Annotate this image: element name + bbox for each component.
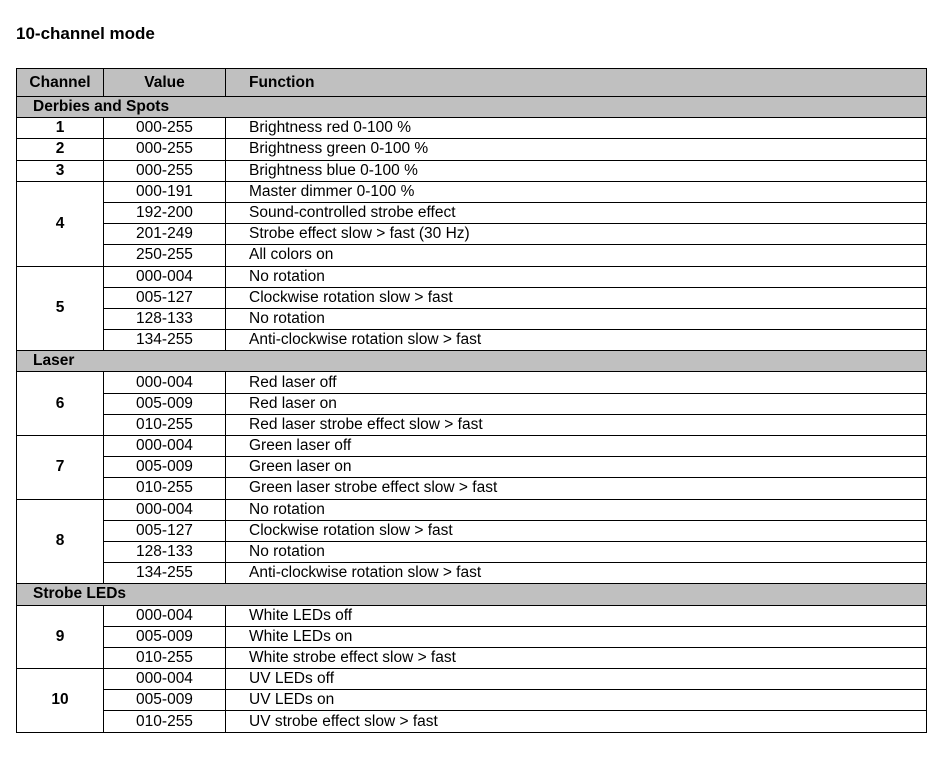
function-description: Green laser off [226,436,927,457]
table-row [17,605,927,626]
value-range: 000-191 [104,181,226,202]
value-range: 005-127 [104,520,226,541]
function-description: Red laser strobe effect slow > fast [226,414,927,435]
table-row [17,711,927,732]
function-description: Strobe effect slow > fast (30 Hz) [226,224,927,245]
value-range: 010-255 [104,478,226,499]
value-range: 134-255 [104,330,226,351]
table-row [17,202,927,223]
table-row [17,669,927,690]
table-row [17,478,927,499]
channel-number: 6 [17,372,104,436]
function-description: Anti-clockwise rotation slow > fast [226,563,927,584]
value-range: 005-009 [104,626,226,647]
table-row [17,436,927,457]
value-range: 010-255 [104,711,226,732]
table-row [17,647,927,668]
section-title: Laser [17,351,927,372]
table-header-row [17,69,927,97]
table-row [17,160,927,181]
table-row [17,330,927,351]
section-title: Derbies and Spots [17,97,927,118]
table-row [17,541,927,562]
column-header-function: Function [226,69,927,97]
value-range: 250-255 [104,245,226,266]
function-description: Green laser strobe effect slow > fast [226,478,927,499]
table-row [17,139,927,160]
function-description: Master dimmer 0-100 % [226,181,927,202]
value-range: 005-009 [104,393,226,414]
channel-number: 10 [17,669,104,733]
channel-number: 4 [17,181,104,266]
function-description: Clockwise rotation slow > fast [226,287,927,308]
table-row [17,308,927,329]
function-description: No rotation [226,266,927,287]
table-row [17,287,927,308]
value-range: 005-009 [104,690,226,711]
function-description: UV LEDs off [226,669,927,690]
channel-number: 1 [17,118,104,139]
column-header-value: Value [104,69,226,97]
channel-number: 5 [17,266,104,351]
section-row [17,97,927,118]
value-range: 000-004 [104,499,226,520]
value-range: 005-009 [104,457,226,478]
table-row [17,266,927,287]
function-description: All colors on [226,245,927,266]
function-description: Anti-clockwise rotation slow > fast [226,330,927,351]
function-description: Red laser off [226,372,927,393]
value-range: 005-127 [104,287,226,308]
value-range: 010-255 [104,414,226,435]
function-description: White LEDs off [226,605,927,626]
table-row [17,563,927,584]
channel-number: 3 [17,160,104,181]
table-row [17,520,927,541]
table-row [17,181,927,202]
table-row [17,372,927,393]
value-range: 000-004 [104,669,226,690]
table-row [17,393,927,414]
table-row [17,690,927,711]
section-title: Strobe LEDs [17,584,927,605]
table-row [17,499,927,520]
table-row [17,224,927,245]
column-header-channel: Channel [17,69,104,97]
table-row [17,414,927,435]
channel-number: 2 [17,139,104,160]
function-description: Red laser on [226,393,927,414]
function-description: Brightness blue 0-100 % [226,160,927,181]
function-description: Brightness green 0-100 % [226,139,927,160]
value-range: 000-255 [104,118,226,139]
value-range: 000-255 [104,139,226,160]
function-description: White LEDs on [226,626,927,647]
function-description: White strobe effect slow > fast [226,647,927,668]
value-range: 192-200 [104,202,226,223]
channel-number: 8 [17,499,104,584]
value-range: 134-255 [104,563,226,584]
function-description: No rotation [226,308,927,329]
page-title: 10-channel mode [16,24,155,43]
function-description: Green laser on [226,457,927,478]
function-description: UV LEDs on [226,690,927,711]
value-range: 201-249 [104,224,226,245]
function-description: Sound-controlled strobe effect [226,202,927,223]
function-description: No rotation [226,541,927,562]
channel-number: 9 [17,605,104,669]
table-row [17,118,927,139]
function-description: No rotation [226,499,927,520]
value-range: 128-133 [104,308,226,329]
table-row [17,457,927,478]
table-row [17,245,927,266]
value-range: 000-255 [104,160,226,181]
value-range: 000-004 [104,605,226,626]
section-row [17,584,927,605]
value-range: 128-133 [104,541,226,562]
function-description: Brightness red 0-100 % [226,118,927,139]
table-body [17,97,927,733]
channel-number: 7 [17,436,104,500]
table-row [17,626,927,647]
dmx-channel-table [16,68,927,733]
function-description: Clockwise rotation slow > fast [226,520,927,541]
value-range: 000-004 [104,266,226,287]
value-range: 000-004 [104,436,226,457]
value-range: 000-004 [104,372,226,393]
function-description: UV strobe effect slow > fast [226,711,927,732]
value-range: 010-255 [104,647,226,668]
section-row [17,351,927,372]
